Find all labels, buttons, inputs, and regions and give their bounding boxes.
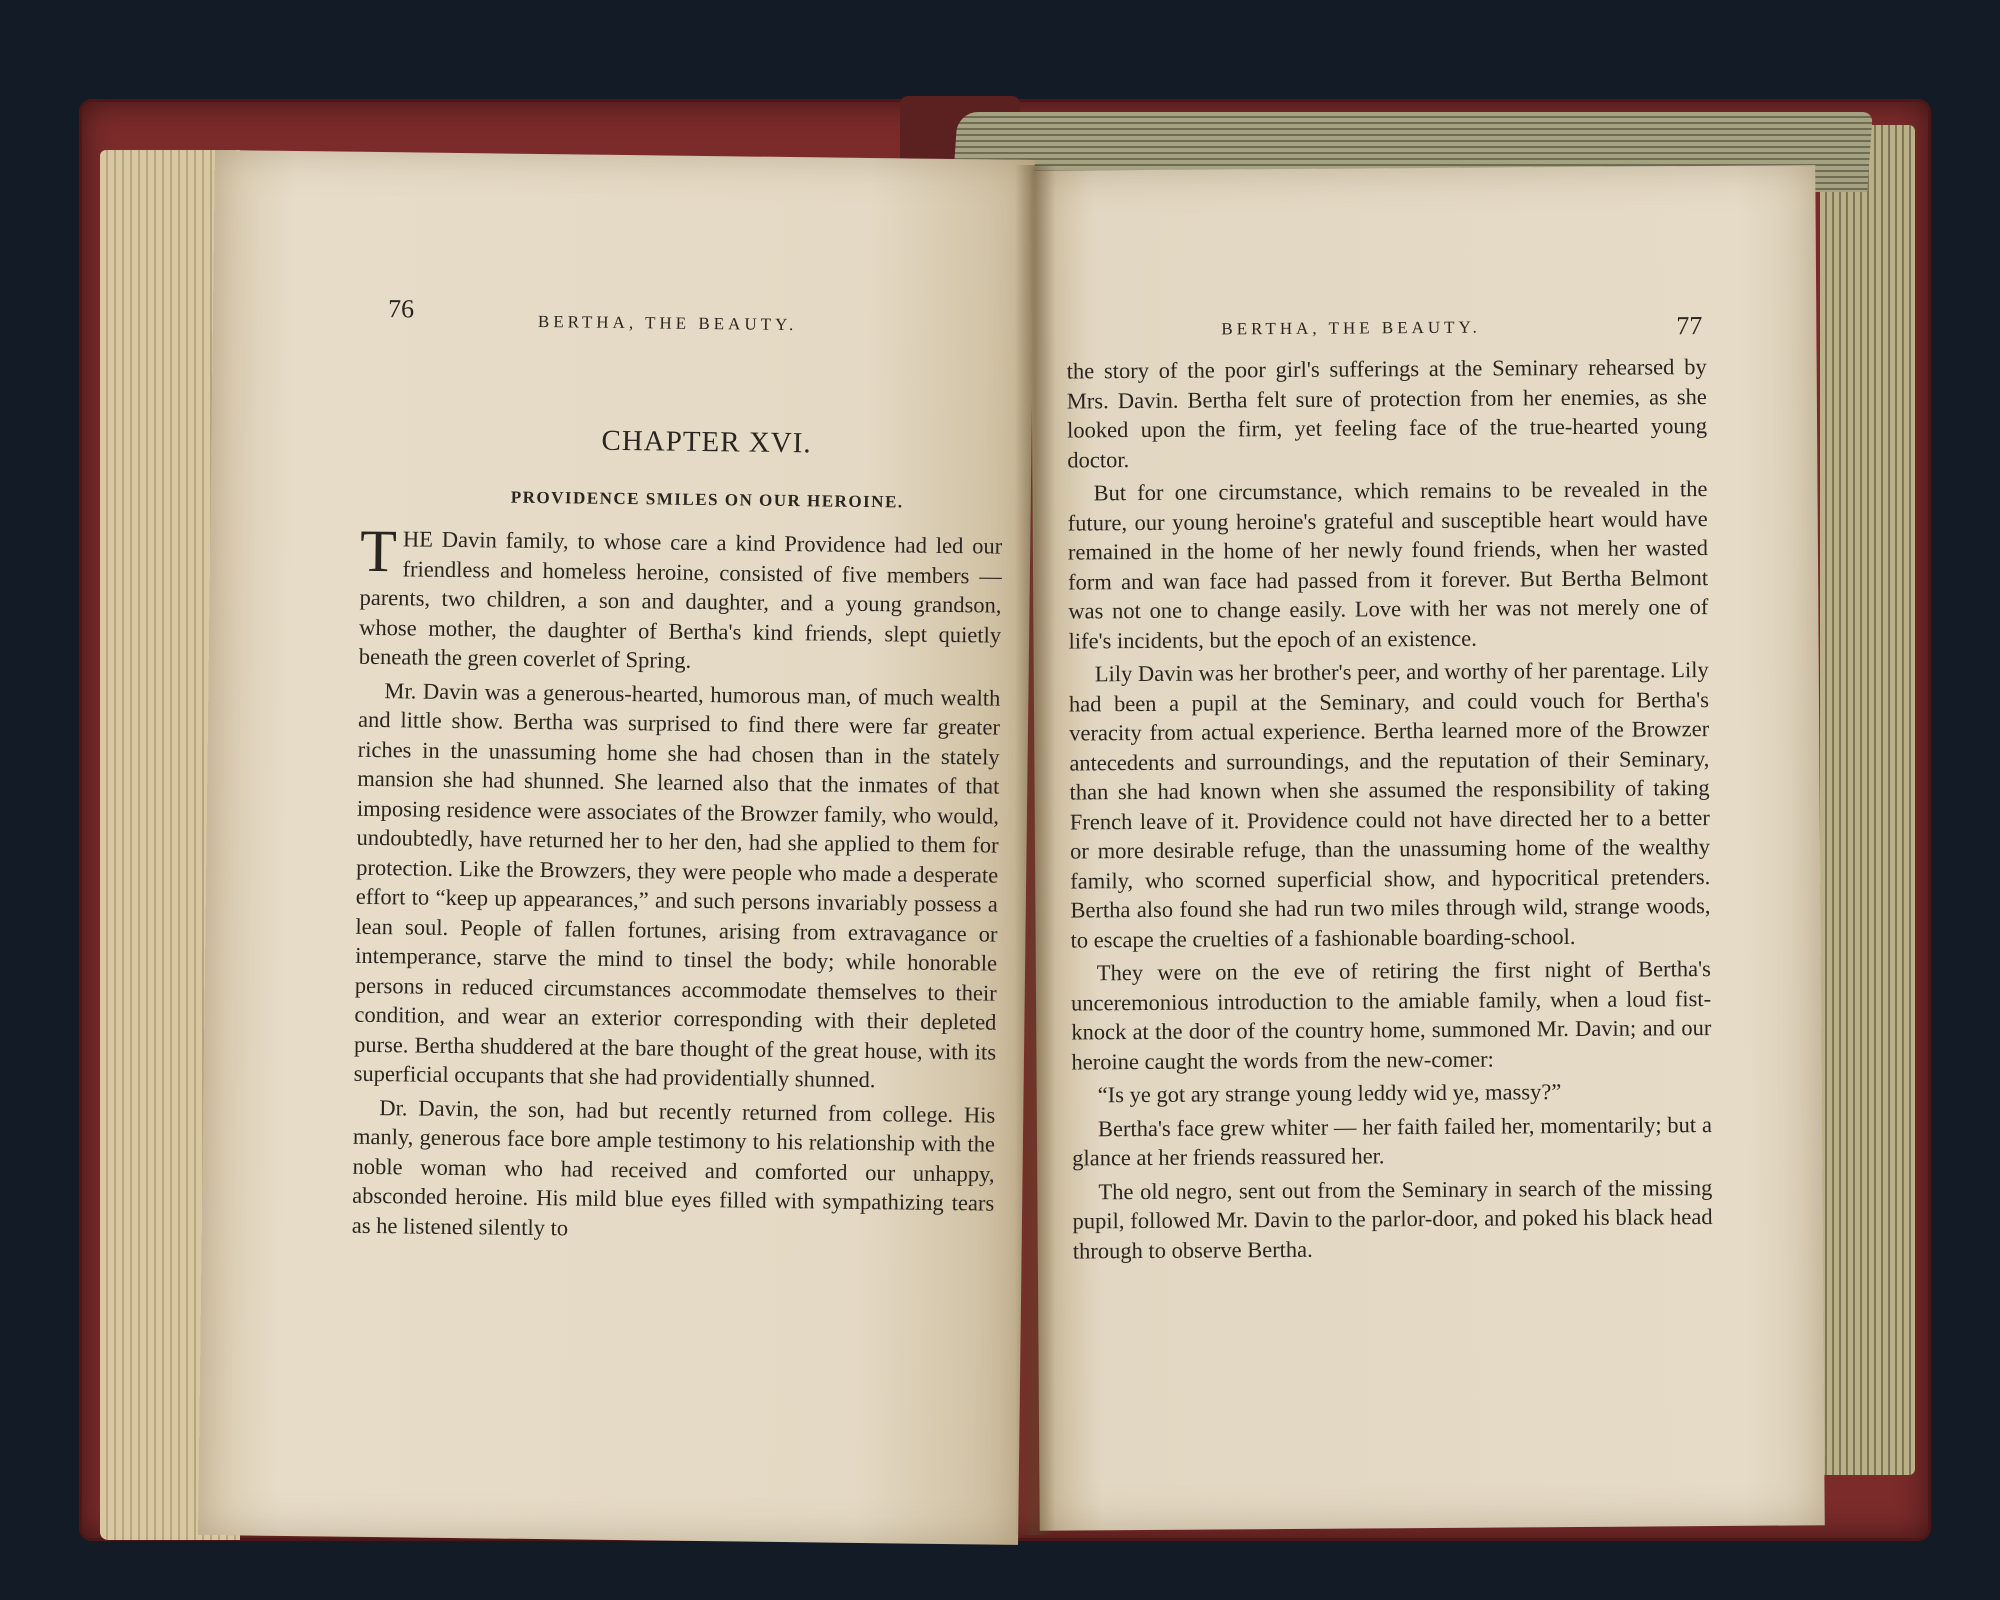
paragraph: Lily Davin was her brother's peer, and worthy of her parentage. Lily had been a pupil at the Seminary, and could vouch for Bertha's veracity from actual experience. Bertha learned more of the Browzer antecedents and surroundings, and the reputation of their Seminary, than she had known when she assumed the responsibility of taking French leave of it. Providence could not have directed her to a better or more desirable refuge, than the unassuming home of the wealthy family, who scorned superficial show, and hypocritical pretenders. Bertha also found she had run two miles through wild, strange woods, to escape the cruelties of a fashionable boarding-school. [1068, 657, 1711, 952]
right-page [1030, 165, 1824, 1530]
paragraph [358, 517, 1003, 679]
chapter-heading: CHAPTER XVI. [601, 424, 812, 460]
paragraph: The old negro, sent out from the Seminary in search of the missing pupil, followed Mr. Davin to the parlor-door, and poked his black head through to observe Bertha. [1072, 1174, 1713, 1263]
left-page [198, 150, 1035, 1545]
page-number: 76 [387, 294, 415, 324]
paragraph: But for one circumstance, which remains to be revealed in the future, our young heroine's grateful and susceptible heart would have remained in the home of her newly found friends, when her wasted form and wan face had passed from it forever. But Bertha Belmont was not one to change easily. Love with her was not merely one of life's incidents, but the epoch of an existence. [1067, 476, 1709, 654]
running-head: BERTHA, THE BEAUTY. [537, 311, 798, 335]
drop-cap: T [359, 517, 398, 585]
chapter-title: PROVIDENCE SMILES ON OUR HEROINE. [510, 487, 904, 512]
paragraph: They were on the eve of retiring the first night of Bertha's unceremonious introduction to the amiable family, when a loud fist-knock at the door of the country home, summoned Mr. Davin; and our heroine caught the words from the new-comer: [1070, 956, 1712, 1074]
paragraph: Dr. Davin, the son, had but recently returned from college. His manly, generous face bore ample testimony to his relationship with the noble woman who had received and comforted our unhappy, absconded heroine. His mild blue eyes filled with sympathizing tears as he listened silently to [351, 1094, 996, 1240]
paragraph: Bertha's face grew whiter — her faith failed her, momentarily; but a glance at her friends reassured her. [1072, 1111, 1713, 1171]
right-page-edges [1820, 125, 1915, 1475]
page-number: 77 [1676, 311, 1703, 341]
paragraph-text: HE Davin family, to whose care a kind Providence had led our friendless and homeless heroine, consisted of five members — parents, two children, a son and daughter, and a young grandson, whose mother, the daughter of Bertha's kind friends, slept quietly beneath the green coverlet of Spring. [358, 526, 1003, 673]
right-page-body [1067, 352, 1713, 1269]
paragraph: “Is ye got ary strange young leddy wid ye, massy?” [1097, 1079, 1562, 1108]
paragraph: the story of the poor girl's sufferings at the Seminary rehearsed by Mrs. Davin. Bertha felt sure of protection from her enemies, as she looked upon the firm, yet feeling face of the true-hearted young doctor. [1066, 354, 1708, 473]
running-head: BERTHA, THE BEAUTY. [1221, 317, 1481, 339]
left-page-body [351, 517, 1003, 1252]
book-gutter [1015, 165, 1055, 1535]
paragraph: Mr. Davin was a generous-hearted, humorous man, of much wealth and little show. Bertha was surprised to find there were far greater riches in the unassuming home she had chosen than in the stately mansion she had shunned. She learned also that the inmates of that imposing residence were associates of the Browzer family, who would, undoubtedly, have returned her to her den, had she applied to them for protection. Like the Browzers, they were people who made a desperate effort to “keep up appearances,” and such persons invariably possess a lean soul. People of fallen fortunes, arising from extravagance or intemperance, starve the mind to tinsel the body; while honorable persons in reduced circumstances accommodate themselves to their condition, and wear an exterior corresponding with their depleted purse. Bertha shuddered at the bare thought of the great house, with its superficial occupants that she had providentially shunned. [353, 677, 1001, 1093]
